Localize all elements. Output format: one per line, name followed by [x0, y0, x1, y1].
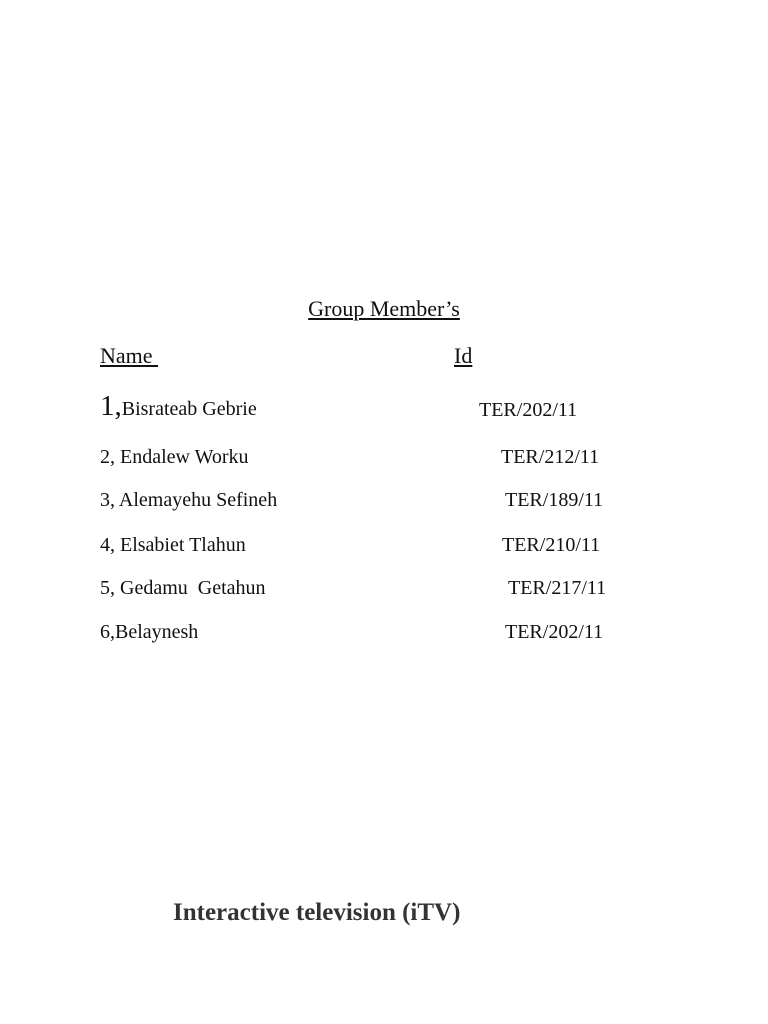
member-id: TER/217/11	[508, 577, 607, 599]
member-number: 1,	[100, 390, 122, 422]
id-column-header: Id	[454, 343, 473, 368]
member-id: TER/202/11	[505, 621, 604, 643]
member-row-name	[100, 487, 277, 513]
document-title: Interactive television (iTV)	[173, 899, 461, 926]
member-number: 4,	[100, 534, 120, 556]
heading-text: Group Member’s	[308, 296, 460, 321]
member-row-name	[100, 444, 249, 470]
member-name: Gedamu Getahun	[120, 577, 266, 599]
member-row-name	[100, 532, 246, 558]
member-name: Endalew Worku	[120, 446, 249, 468]
member-name: Alemayehu Sefineh	[118, 489, 278, 511]
member-row-name	[100, 619, 198, 645]
member-name: Bisrateab Gebrie	[121, 398, 257, 420]
member-number: 5,	[100, 577, 120, 599]
member-row-name	[100, 575, 266, 601]
member-name: Elsabiet Tlahun	[120, 534, 246, 556]
member-number: 6,	[100, 621, 115, 643]
member-name: Belaynesh	[115, 621, 199, 643]
member-id: TER/210/11	[502, 534, 601, 556]
member-number: 2,	[100, 446, 120, 468]
member-id: TER/189/11	[505, 489, 604, 511]
member-id: TER/212/11	[501, 446, 600, 468]
name-column-header: Name	[100, 343, 159, 368]
member-number: 3,	[100, 489, 119, 511]
member-row-name	[100, 390, 257, 422]
group-members-heading	[0, 295, 768, 323]
member-id: TER/202/11	[479, 399, 578, 421]
